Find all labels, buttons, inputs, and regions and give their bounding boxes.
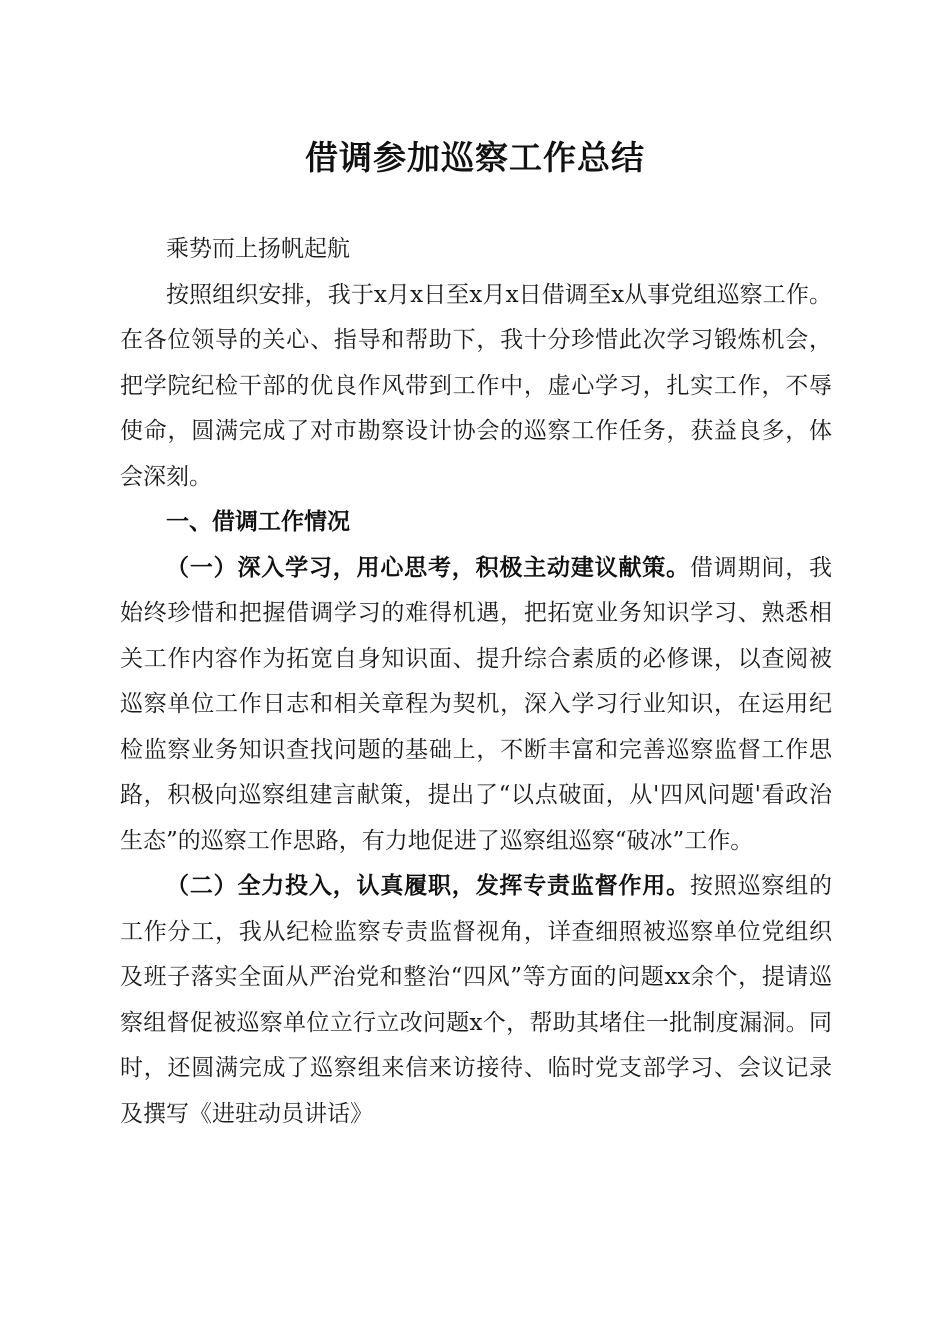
intro-paragraph: 按照组织安排，我于x月x日至x月x日借调至x从事党组巡察工作。在各位领导的关心、指导和帮助下，我十分珍惜此次学习锻炼机会，把学院纪检干部的优良作风带到工作中，虚心学习，扎实工作，不辱使命，圆满完成了对市勘察设计协会的巡察工作任务，获益良多，体会深刻。 bbox=[120, 281, 832, 490]
document-title: 借调参加巡察工作总结 bbox=[305, 138, 645, 177]
item-label-1: （一）深入学习，用心思考，积极主动建议献策。 bbox=[166, 554, 690, 581]
document-body bbox=[120, 227, 832, 1137]
section-heading: 一、借调工作情况 bbox=[166, 509, 350, 535]
item-label-2: （二）全力投入，认真履职，发挥专责监督作用。 bbox=[166, 873, 690, 899]
item-paragraph-2 bbox=[120, 864, 832, 1137]
subtitle-paragraph: 乘势而上扬帆起航 bbox=[166, 236, 350, 262]
item-text-2: 按照巡察组的工作分工，我从纪检监察专责监督视角，详查细照被巡察单位党组织及班子落实全面从严治党和整治“四风”等方面的问题xx余个，提请巡察组督促被巡察单位立行立改问题x个，帮助其堵住一批制度漏洞。同时，还圆满完成了巡察组来信来访接待、临时党支部学习、会议记录及撰写《进驻动员讲话》 bbox=[120, 873, 833, 1127]
item-text-1: 借调期间，我始终珍惜和把握借调学习的难得机遇，把拓宽业务知识学习、熟悉相关工作内容作为拓宽自身知识面、提升综合素质的必修课，以查阅被巡察单位工作日志和相关章程为契机，深入学习行业知识，在运用纪检监察业务知识查找问题的基础上，不断丰富和完善巡察监督工作思路，积极向巡察组建言献策，提出了“以点破面，从'四风问题'看政治生态”的巡察工作思路，有力地促进了巡察组巡察“破冰”工作。 bbox=[120, 554, 833, 854]
item-paragraph-1 bbox=[120, 546, 832, 865]
